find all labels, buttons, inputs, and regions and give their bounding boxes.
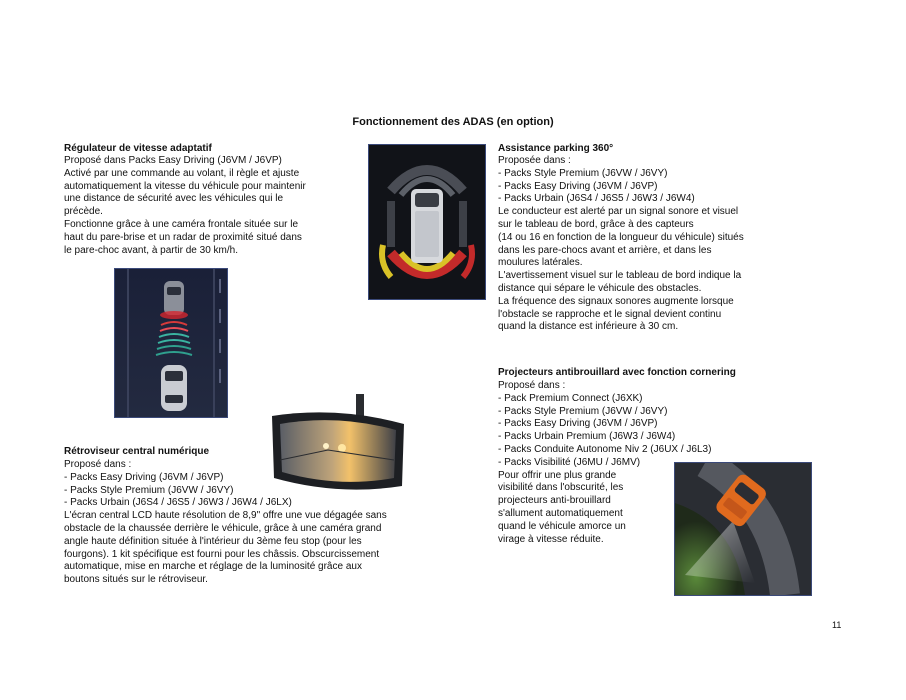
text-line: Fonctionne grâce à une caméra frontale située sur le xyxy=(64,218,299,230)
cornering-fog-illustration xyxy=(674,462,812,596)
page-number: 11 xyxy=(832,620,842,630)
parking-360-illustration xyxy=(368,144,486,300)
text-line: s'allument automatiquement xyxy=(498,507,623,519)
text-line: fourgons). 1 kit spécifique est fourni pour les châssis. Obscurcissement xyxy=(64,548,380,560)
text-line: haut du pare-brise et un radar de proximité situé dans xyxy=(64,231,302,243)
text-line: distance qui sépare le véhicule des obstacles. xyxy=(498,282,702,294)
text-line: - Packs Style Premium (J6VW / J6VY) xyxy=(64,484,234,496)
text-line: - Packs Urbain Premium (J6W3 / J6W4) xyxy=(498,431,676,443)
text-line: automatique, mise en marche et réglage de la luminosité grâce aux xyxy=(64,561,362,573)
text-line: - Packs Visibilité (J6MU / J6MV) xyxy=(498,456,641,468)
text-line: - Packs Conduite Autonome Niv 2 (J6UX / J6L3) xyxy=(498,443,712,455)
mirror-section xyxy=(64,446,387,587)
text-line: Activé par une commande au volant, il règle et ajuste xyxy=(64,167,300,179)
text-line: sur le tableau de bord, grâce à des capteurs xyxy=(498,218,694,230)
text-line: Proposé dans : xyxy=(64,459,132,470)
text-line: obstacle de la chaussée derrière le véhicule, grâce à une caméra grand xyxy=(64,522,382,534)
text-line: projecteurs anti-brouillard xyxy=(498,495,611,507)
text-line: - Packs Easy Driving (J6VM / J6VP) xyxy=(498,418,658,430)
text-line: - Packs Urbain (J6S4 / J6S5 / J6W3 / J6W4) xyxy=(498,193,695,205)
adaptive-cruise-illustration xyxy=(114,268,228,418)
text-line: - Packs Easy Driving (J6VM / J6VP) xyxy=(498,180,658,192)
text-line: une distance de sécurité avec les véhicules qui le xyxy=(64,193,284,205)
text-line: boutons situés sur le rétroviseur. xyxy=(64,574,208,586)
text-line: automatiquement la vitesse du véhicule pour maintenir xyxy=(64,180,306,192)
text-line: dans les pare-chocs avant et arrière, et dans les xyxy=(498,244,712,256)
mirror-heading: Rétroviseur central numérique xyxy=(64,446,210,457)
mirror-text xyxy=(64,459,387,587)
text-line: quand le véhicule amorce un xyxy=(498,520,626,532)
page-title: Fonctionnement des ADAS (en option) xyxy=(352,116,554,128)
parking-heading: Assistance parking 360° xyxy=(498,143,614,154)
cruise-heading: Régulateur de vitesse adaptatif xyxy=(64,143,212,154)
text-line: Le conducteur est alerté par un signal sonore et visuel xyxy=(498,206,739,218)
text-line: Pour offrir une plus grande xyxy=(498,469,617,481)
text-line: Proposé dans : xyxy=(498,380,566,391)
text-line: quand la distance est inférieure à 30 cm. xyxy=(498,321,679,333)
text-line: - Packs Easy Driving (J6VM / J6VP) xyxy=(64,471,224,483)
text-line: Proposée dans : xyxy=(498,155,571,166)
text-line: visibilité dans l'obscurité, les xyxy=(498,482,624,494)
text-line: angle haute définition située à l'intérieur du 3ème feu stop (pour les xyxy=(64,535,362,547)
text-line: L'écran central LCD haute résolution de 8,9" offre une vue dégagée sans xyxy=(64,510,387,522)
text-line: virage à vitesse réduite. xyxy=(498,533,604,545)
text-line: - Packs Style Premium (J6VW / J6VY) xyxy=(498,167,668,179)
text-line: Proposé dans Packs Easy Driving (J6VM / J6VP) xyxy=(64,155,282,166)
text-line: - Packs Style Premium (J6VW / J6VY) xyxy=(498,405,668,417)
text-line: - Pack Premium Connect (J6XK) xyxy=(498,392,643,404)
cruise-section xyxy=(64,143,306,257)
text-line: (14 ou 16 en fonction de la longueur du véhicule) situés xyxy=(498,231,744,243)
text-line: l'obstacle se rapproche et le signal devient continu xyxy=(498,308,722,320)
text-line: L'avertissement visuel sur le tableau de bord indique la xyxy=(498,270,742,282)
text-line: moulures latérales. xyxy=(498,257,583,269)
parking-text xyxy=(498,155,744,334)
fog-heading: Projecteurs antibrouillard avec fonction cornering xyxy=(498,367,736,378)
text-line: - Packs Urbain (J6S4 / J6S5 / J6W3 / J6W4 / J6LX) xyxy=(64,497,292,509)
text-line: précède. xyxy=(64,206,103,218)
cruise-text xyxy=(64,155,306,257)
text-line: le pare-choc avant, à partir de 30 km/h. xyxy=(64,244,238,256)
text-line: La fréquence des signaux sonores augmente lorsque xyxy=(498,295,734,307)
parking-section xyxy=(498,143,744,334)
